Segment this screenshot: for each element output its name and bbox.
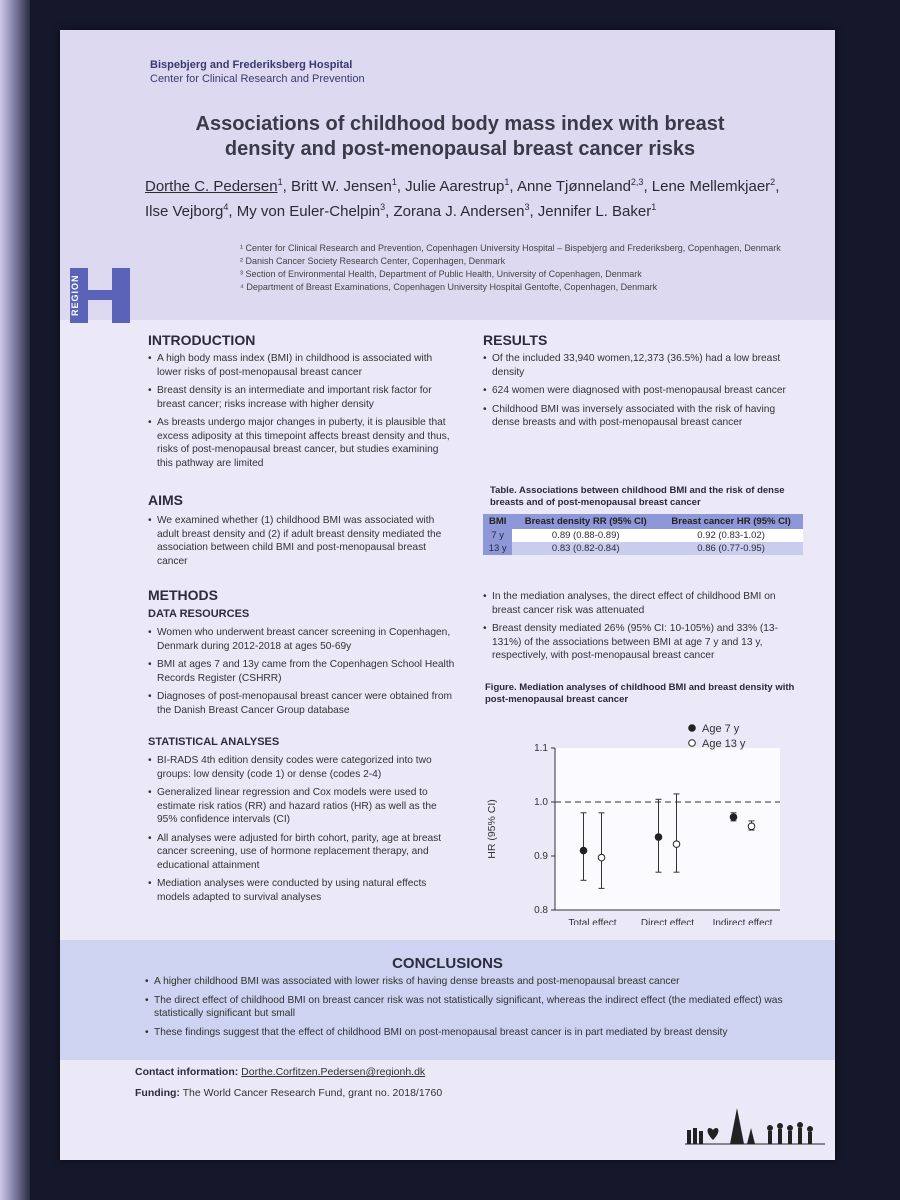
list-item: • Women who underwent breast cancer screening in Copenhagen, Denmark during 2012-2018 at ages 50-69y <box>148 626 456 653</box>
table-cell: 13 y <box>483 542 512 555</box>
affiliations <box>240 242 781 294</box>
hospital-name: Bispebjerg and Frederiksberg Hospital <box>150 59 353 71</box>
data-point <box>748 823 755 830</box>
list-item: • Generalized linear regression and Cox models were used to estimate risk ratios (RR) and hazard ratios (HR) as well as the 95% confidence intervals (CI) <box>148 786 456 827</box>
list-item: • A high body mass index (BMI) in childhood is associated with lower risks of post-menopausal breast cancer <box>148 352 456 379</box>
data-point <box>580 847 587 854</box>
author-name: Lene Mellemkjaer <box>651 178 771 195</box>
y-tick-label: 0.9 <box>534 851 548 862</box>
author-name: Zorana J. Andersen <box>393 203 525 220</box>
author-name: Ilse Vejborg <box>145 203 224 220</box>
poster-title <box>140 112 780 162</box>
list-item: • Diagnoses of post-menopausal breast cancer were obtained from the Danish Breast Cancer Group database <box>148 690 456 717</box>
figure-caption: Figure. Mediation analyses of childhood BMI and breast density with post-menopausal breast cancer <box>485 682 795 705</box>
logo-text: REGION <box>70 274 80 317</box>
author-name: My von Euler-Chelpin <box>236 203 381 220</box>
aims-heading: AIMS <box>148 492 183 508</box>
author-list: Dorthe C. Pedersen$^1$, Britt W. Jensen$^1$, Julie Aarestrup$^1$, Anne Tjønneland$^{2,3}$, Lene Mellemkjaer$^2$, Ilse Vejborg$^4$, My von Euler-Chelpin$^3$, Zorana J. Andersen$^3$, Jennifer L. Baker$^1$ <box>145 177 780 220</box>
legend-label: Age 7 y <box>702 723 740 735</box>
list-item: • BI-RADS 4th edition density codes were categorized into two groups: low density (code 1) or dense (codes 2-4) <box>148 754 456 781</box>
list-item: • All analyses were adjusted for birth cohort, parity, age at breast cancer screening, use of hormone replacement therapy, and educational attainment <box>148 832 456 873</box>
affiliation-2: ² Danish Cancer Society Research Center, Copenhagen, Denmark <box>240 256 506 266</box>
author-affiliation-number: 3 <box>524 202 530 212</box>
poster <box>60 30 835 1160</box>
x-tick-label: Direct effect <box>640 918 695 925</box>
table-cell: 0.89 (0.88-0.89) <box>512 529 659 542</box>
author-name: Jennifer L. Baker <box>537 203 652 220</box>
x-tick-label: Indirect effect <box>712 918 773 925</box>
list-item: • The direct effect of childhood BMI on breast cancer risk was not statistically significant, whereas the indirect effect (the mediated effect) was statistically significant but small <box>145 994 795 1021</box>
methods-heading: METHODS <box>148 587 218 603</box>
results-heading: RESULTS <box>483 332 548 348</box>
conclusions-list <box>145 975 795 1044</box>
contact-email-link[interactable]: Dorthe.Corfitzen.Pedersen@regionh.dk <box>241 1066 426 1078</box>
author-affiliation-number: 2 <box>770 177 776 187</box>
affiliation-3: ³ Section of Environmental Health, Department of Public Health, University of Copenhagen, Denmark <box>240 269 642 279</box>
author-name: Britt W. Jensen <box>290 178 392 195</box>
table-cell: 0.92 (0.83-1.02) <box>659 529 803 542</box>
data-point <box>598 854 605 861</box>
author-affiliation-number: 1 <box>277 177 283 187</box>
logo-bar-right <box>112 268 130 323</box>
contact-label: Contact information: <box>135 1066 239 1078</box>
title-line-1: Associations of childhood body mass index with breast <box>195 113 725 135</box>
list-item: • A higher childhood BMI was associated with lower risks of having dense breasts and post-menopausal breast cancer <box>145 975 795 989</box>
data-point <box>673 841 680 848</box>
funding-label: Funding: <box>135 1087 180 1099</box>
statistical-analyses-heading: STATISTICAL ANALYSES <box>148 736 280 748</box>
author-affiliation-number: 4 <box>223 202 229 212</box>
contact-line <box>135 1062 442 1083</box>
list-item: • Childhood BMI was inversely associated with the risk of having dense breasts and with post-menopausal breast cancer <box>483 403 803 430</box>
list-item: • We examined whether (1) childhood BMI was associated with adult breast density and (2) if adult breast density mediated the association between child BMI and post-menopausal breast cancer <box>148 514 456 568</box>
title-line-2: density and post-menopausal breast cancer risks <box>224 138 696 160</box>
author-affiliation-number: 1 <box>391 177 397 187</box>
mediation-list <box>483 590 803 668</box>
list-item: • Of the included 33,940 women,12,373 (36.5%) had a low breast density <box>483 352 803 379</box>
footer <box>135 1062 442 1104</box>
data-point <box>730 814 737 821</box>
author-affiliation-number: 3 <box>380 202 386 212</box>
introduction-heading: INTRODUCTION <box>148 332 256 348</box>
list-item: • Breast density mediated 26% (95% CI: 10-105%) and 33% (13-131%) of the associations between BMI at age 7 y and 13 y, respectively, with post-menopausal breast cancer <box>483 622 803 663</box>
table-row <box>483 542 803 555</box>
legend-label: Age 13 y <box>702 738 746 750</box>
author-affiliation-number: 1 <box>651 202 657 212</box>
aims-list <box>148 514 456 573</box>
data-point <box>655 834 662 841</box>
list-item: • Breast density is an intermediate and important risk factor for breast cancer; risks increase with higher density <box>148 384 456 411</box>
wall-edge <box>0 0 30 1200</box>
conclusions-heading: CONCLUSIONS <box>392 955 503 972</box>
affiliation-4: ⁴ Department of Breast Examinations, Copenhagen University Hospital Gentofte, Copenhagen, Denmark <box>240 282 658 292</box>
hospital-block <box>150 58 365 86</box>
list-item: • These findings suggest that the effect of childhood BMI on post-menopausal breast cancer is in part mediated by breast density <box>145 1026 795 1040</box>
table-header-cell: Breast cancer HR (95% CI) <box>659 514 803 529</box>
table-row <box>483 529 803 542</box>
affiliation-1: ¹ Center for Clinical Research and Prevention, Copenhagen University Hospital – Bispebjerg and Frederiksberg, Copenhagen, Denmark <box>240 243 781 253</box>
author-name: Dorthe C. Pedersen <box>145 178 278 195</box>
table-cell: 7 y <box>483 529 512 542</box>
skyline-icon <box>685 1100 825 1145</box>
y-tick-label: 0.8 <box>534 905 548 916</box>
funding-text: The World Cancer Research Fund, grant no. 2018/1760 <box>182 1087 443 1099</box>
list-item: • As breasts undergo major changes in puberty, it is plausible that excess adiposity at this timepoint affects breast density and thus, risks of post-menopausal breast cancer, but studies examining this pathway are limited <box>148 416 456 470</box>
table-header-cell: Breast density RR (95% CI) <box>512 514 659 529</box>
list-item: • Mediation analyses were conducted by using natural effects models adapted to survival analyses <box>148 877 456 904</box>
author-name: Anne Tjønneland <box>516 178 631 195</box>
table-caption: Table. Associations between childhood BMI and the risk of dense breasts and of post-menopausal breast cancer <box>490 485 785 508</box>
y-axis-label: HR (95% CI) <box>486 799 498 859</box>
results-list <box>483 352 803 435</box>
list-item: • 624 women were diagnosed with post-menopausal breast cancer <box>483 384 803 398</box>
plot-area <box>555 748 780 910</box>
list-item: • In the mediation analyses, the direct effect of childhood BMI on breast cancer risk was attenuated <box>483 590 803 617</box>
table-cell: 0.83 (0.82-0.84) <box>512 542 659 555</box>
center-name: Center for Clinical Research and Prevention <box>150 73 365 85</box>
introduction-list <box>148 352 456 475</box>
data-resources-heading: DATA RESOURCES <box>148 608 250 620</box>
mediation-chart <box>470 710 790 925</box>
list-item: • BMI at ages 7 and 13y came from the Copenhagen School Health Records Register (CSHRR) <box>148 658 456 685</box>
x-tick-label: Total effect <box>568 918 617 925</box>
funding-line <box>135 1083 442 1104</box>
data-resources-list <box>148 626 456 722</box>
legend-marker <box>689 725 696 732</box>
table-cell: 0.86 (0.77-0.95) <box>659 542 803 555</box>
legend-marker <box>689 740 696 747</box>
author-affiliation-number: 1 <box>504 177 510 187</box>
table-header-row <box>483 514 803 529</box>
results-table <box>483 514 803 555</box>
author-affiliation-number: 2,3 <box>630 177 644 187</box>
statistical-analyses-list <box>148 754 456 909</box>
y-tick-label: 1.0 <box>534 797 548 808</box>
y-tick-label: 1.1 <box>534 743 548 754</box>
author-name: Julie Aarestrup <box>405 178 505 195</box>
region-logo <box>70 268 130 323</box>
logo-bar-mid <box>88 290 112 300</box>
table-header-cell: BMI <box>483 514 512 529</box>
